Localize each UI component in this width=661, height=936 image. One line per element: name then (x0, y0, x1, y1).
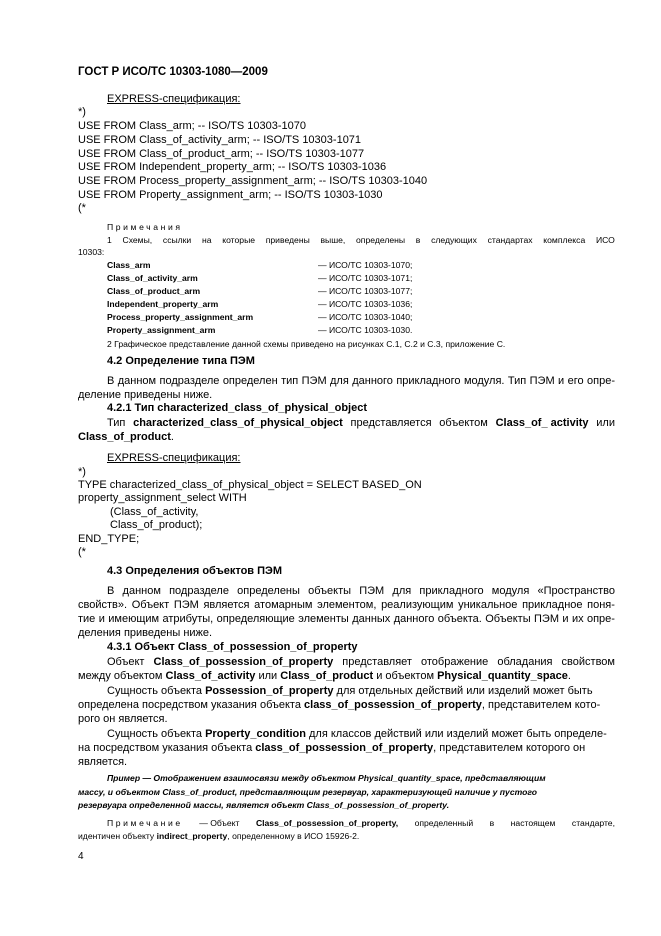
page-number: 4 (78, 851, 84, 862)
section-heading-4-2: 4.2 Определение типа ПЭМ (107, 355, 255, 367)
code-line: Class_of_product); (110, 519, 203, 531)
ref-name: Property_assignment_arm (107, 325, 216, 335)
example-text: массу, и объектом Class_of_product, представляющим резервуар, характеризующей наличие у пустого (78, 787, 538, 797)
code-line: TYPE characterized_class_of_physical_object = SELECT BASED_ON (78, 479, 422, 491)
code-line: USE FROM Process_property_assignment_arm; -- ISO/TS 10303-1040 (78, 175, 428, 187)
paragraph-line: тие и имеющим атрибуты, определяющие элементы данных данного объекта. Объекты ПЭМ и их опре- (78, 613, 615, 625)
code-line: property_assignment_select WITH (78, 492, 247, 504)
express-comment-open: *) (78, 466, 86, 478)
final-note-line2: идентичен объекту indirect_property, определенному в ИСО 15926-2. (78, 831, 360, 841)
paragraph-line: свойств». Объект ПЭМ является атомарным элементом, реализующим уникальное прикладное поня- (78, 599, 615, 611)
note-2: 2 Графическое представление данной схемы приведено на рисунках С.1, С.2 и С.3, приложение С. (107, 339, 506, 349)
paragraph-line: Объект Class_of_possession_of_property представляет отображение обладания свойством (107, 656, 615, 668)
paragraph-line: деление приведены ниже. (78, 389, 213, 401)
ref-name: Independent_property_arm (107, 299, 219, 309)
ref-standard: — ИСО/ТС 10303-1077; (318, 286, 413, 296)
code-line: USE FROM Class_of_product_arm; -- ISO/TS 10303-1077 (78, 148, 365, 160)
paragraph-line: на посредством указания объекта class_of_possession_of_property, представителем которого он (78, 742, 586, 754)
section-heading-4-2-1: 4.2.1 Тип characterized_class_of_physical_object (107, 402, 368, 414)
example-text: резервуара определенной массы, является объект Class_of_possession_of_property. (78, 800, 450, 810)
paragraph-line: деления приведены ниже. (78, 627, 213, 639)
ref-name: Process_property_assignment_arm (107, 312, 254, 322)
express-comment-close: (* (78, 546, 86, 558)
paragraph-line: определена посредством указания объекта class_of_possession_of_property, представителем кото- (78, 699, 601, 711)
section-heading-4-3: 4.3 Определения объектов ПЭМ (107, 565, 283, 577)
ref-standard: — ИСО/ТС 10303-1030. (318, 325, 413, 335)
ref-standard: — ИСО/ТС 10303-1071; (318, 273, 413, 283)
paragraph-line: является. (78, 756, 128, 768)
paragraph-line: Class_of_product. (78, 431, 174, 443)
final-note: Примечание — Объект Class_of_possession_of_property, определенный в настоящем стандарте, (107, 818, 615, 828)
ref-standard: — ИСО/ТС 10303-1040; (318, 312, 413, 322)
ref-name: Class_of_activity_arm (107, 273, 198, 283)
section-heading-4-3-1: 4.3.1 Объект Class_of_possession_of_property (107, 641, 358, 653)
express-spec-title: EXPRESS-спецификация: (107, 452, 241, 464)
code-line: (Class_of_activity, (110, 506, 199, 518)
code-line: END_TYPE; (78, 533, 140, 545)
ref-standard: — ИСО/ТС 10303-1070; (318, 260, 413, 270)
paragraph-line: В данном подразделе определены объекты ПЭМ для прикладного модуля «Пространство (107, 585, 615, 597)
example-text: Пример — Отображением взаимосвязи между объектом Physical_quantity_space, представляющим (107, 773, 546, 783)
paragraph-line: Сущность объекта Possession_of_property для отдельных действий или изделий может быть (107, 685, 593, 697)
express-spec-title: EXPRESS-спецификация: (107, 93, 241, 105)
note-1: 1 Схемы, ссылки на которые приведены выше, определены в следующих стандартах комплекса ИСО (107, 235, 615, 245)
code-line: USE FROM Independent_property_arm; -- ISO/TS 10303-1036 (78, 161, 387, 173)
ref-standard: — ИСО/ТС 10303-1036; (318, 299, 413, 309)
paragraph-line: между объектом Class_of_activity или Class_of_product и объектом Physical_quantity_space. (78, 670, 571, 682)
code-line: USE FROM Class_arm; -- ISO/TS 10303-1070 (78, 120, 307, 132)
note-1-end: 10303: (78, 247, 105, 257)
paragraph-line: Сущность объекта Property_condition для классов действий или изделий может быть определе- (107, 728, 607, 740)
notes-title: Примечания (107, 222, 183, 232)
paragraph-line: В данном подразделе определен тип ПЭМ для данного прикладного модуля. Тип ПЭМ и его опре- (107, 375, 615, 387)
ref-name: Class_of_product_arm (107, 286, 201, 296)
code-line: USE FROM Class_of_activity_arm; -- ISO/TS 10303-1071 (78, 134, 362, 146)
express-comment-close: (* (78, 202, 86, 214)
paragraph-line: рого он является. (78, 713, 168, 725)
paragraph-line: Тип characterized_class_of_physical_object представляется объектом Class_of_ activity или (107, 417, 615, 429)
code-line: USE FROM Property_assignment_arm; -- ISO/TS 10303-1030 (78, 189, 383, 201)
ref-name: Class_arm (107, 260, 151, 270)
express-comment-open: *) (78, 106, 86, 118)
document-header: ГОСТ Р ИСО/ТС 10303-1080—2009 (78, 66, 268, 78)
